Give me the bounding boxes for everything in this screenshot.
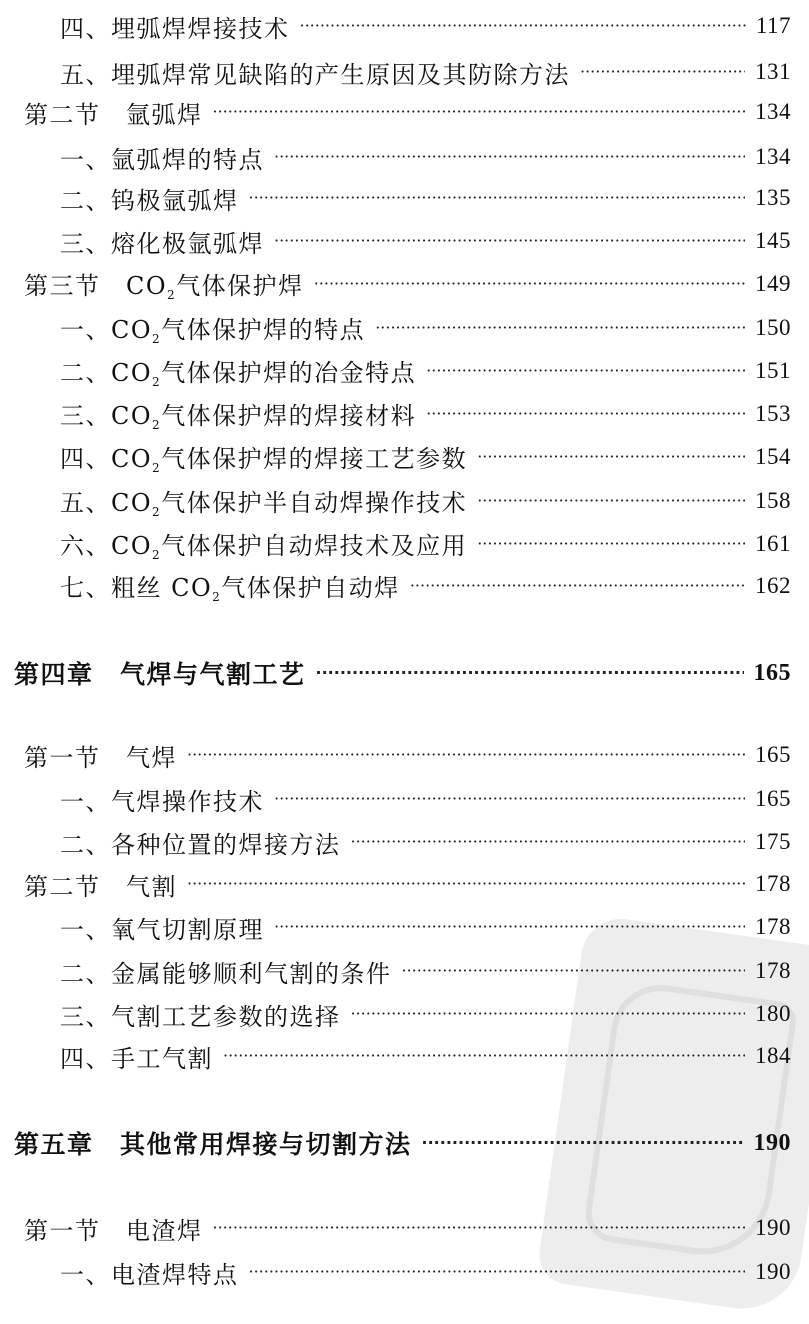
toc-entry[interactable] [60, 354, 791, 388]
toc-chapter-entry[interactable] [14, 1126, 791, 1160]
entry-title [60, 568, 400, 604]
dot-leader [351, 997, 746, 1031]
entry-page: 149 [755, 271, 791, 296]
subscript: 2 [152, 375, 162, 389]
toc-entry[interactable] [60, 55, 791, 89]
title-prefix: 二、CO [60, 359, 153, 387]
title-suffix: 气体保护焊的焊接工艺参数 [161, 445, 468, 473]
entry-title [24, 266, 304, 302]
dot-leader [351, 825, 746, 859]
toc-entry[interactable] [60, 9, 791, 43]
entry-page: 145 [755, 228, 791, 253]
entry-page: 151 [755, 358, 791, 383]
toc-section-entry[interactable] [24, 867, 791, 901]
toc-chapter-entry[interactable] [14, 656, 791, 690]
title-suffix: 气体保护焊的冶金特点 [161, 359, 417, 387]
toc-entry[interactable] [60, 440, 791, 474]
entry-title: 三、气割工艺参数的选择 [60, 1002, 341, 1031]
entry-page: 165 [755, 742, 791, 767]
toc-entry[interactable] [60, 954, 791, 988]
entry-title: 一、气焊操作技术 [60, 787, 264, 816]
toc-entry[interactable] [60, 782, 791, 816]
entry-title [60, 353, 416, 389]
title-prefix: 五、CO [60, 489, 153, 517]
entry-page: 190 [755, 1215, 791, 1240]
entry-page: 178 [755, 958, 791, 983]
entry-page: 190 [755, 1259, 791, 1284]
subscript: 2 [152, 505, 162, 519]
dot-leader [477, 440, 745, 474]
dot-leader [402, 954, 746, 988]
entry-title: 二、各种位置的焊接方法 [60, 830, 341, 859]
dot-leader [422, 1126, 744, 1160]
entry-title: 第四章 气焊与气割工艺 [14, 660, 306, 689]
toc-section-entry[interactable] [24, 738, 791, 772]
subscript: 2 [167, 288, 177, 302]
dot-leader [187, 867, 745, 901]
entry-title: 一、电渣焊特点 [60, 1260, 239, 1289]
entry-page: 153 [755, 401, 791, 426]
title-prefix: 第三节 CO [24, 272, 168, 300]
entry-title [60, 310, 365, 346]
title-suffix: 气体保护自动焊 [221, 574, 400, 602]
toc-entry[interactable] [60, 1255, 791, 1289]
dot-leader [274, 910, 745, 944]
entry-page: 150 [755, 315, 791, 340]
entry-page: 117 [755, 13, 791, 38]
entry-title [60, 526, 467, 562]
entry-title: 第一节 电渣焊 [24, 1216, 203, 1245]
title-suffix: 气体保护焊的焊接材料 [161, 402, 417, 430]
dot-leader [187, 738, 745, 772]
entry-title: 第一节 气焊 [24, 743, 177, 772]
toc-entry[interactable] [60, 997, 791, 1031]
toc-entry[interactable] [60, 181, 791, 215]
entry-title: 四、手工气割 [60, 1044, 213, 1073]
dot-leader [316, 656, 744, 690]
entry-page: 165 [753, 659, 791, 686]
entry-page: 161 [755, 531, 791, 556]
dot-leader [249, 1255, 746, 1289]
dot-leader [274, 140, 745, 174]
toc-section-entry[interactable] [24, 95, 791, 129]
dot-leader [375, 311, 745, 345]
title-prefix: 一、CO [60, 316, 153, 344]
entry-title: 五、埋弧焊常见缺陷的产生原因及其防除方法 [60, 60, 570, 89]
entry-page: 134 [755, 144, 791, 169]
toc-entry[interactable] [60, 397, 791, 431]
title-suffix: 气体保护焊的特点 [161, 316, 366, 344]
dot-leader [249, 181, 746, 215]
toc-entry[interactable] [60, 527, 791, 561]
entry-title: 二、金属能够顺利气割的条件 [60, 959, 392, 988]
entry-title: 第五章 其他常用焊接与切割方法 [14, 1130, 412, 1159]
entry-title [60, 439, 467, 475]
title-prefix: 七、粗丝 CO [60, 574, 213, 602]
entry-page: 175 [755, 829, 791, 854]
title-prefix: 四、CO [60, 445, 153, 473]
subscript: 2 [152, 548, 162, 562]
entry-title [60, 483, 467, 519]
subscript: 2 [152, 461, 162, 475]
toc-entry[interactable] [60, 484, 791, 518]
subscript: 2 [152, 332, 162, 346]
entry-page: 154 [755, 444, 791, 469]
toc-section-entry[interactable] [24, 1211, 791, 1245]
entry-title: 三、熔化极氩弧焊 [60, 229, 264, 258]
dot-leader [223, 1039, 745, 1073]
entry-page: 131 [755, 59, 791, 84]
toc-entry[interactable] [60, 311, 791, 345]
entry-title [60, 396, 416, 432]
title-prefix: 六、CO [60, 532, 153, 560]
entry-title: 一、氩弧焊的特点 [60, 145, 264, 174]
title-prefix: 三、CO [60, 402, 153, 430]
dot-leader [274, 224, 745, 258]
toc-entry[interactable] [60, 224, 791, 258]
toc-entry[interactable] [60, 825, 791, 859]
toc-entry[interactable] [60, 1039, 791, 1073]
dot-leader [213, 95, 746, 129]
dot-leader [410, 569, 745, 603]
toc-entry[interactable] [60, 140, 791, 174]
dot-leader [477, 484, 745, 518]
title-suffix: 气体保护半自动焊操作技术 [161, 489, 468, 517]
entry-page: 162 [755, 573, 791, 598]
entry-page: 180 [755, 1001, 791, 1026]
entry-title: 一、氧气切割原理 [60, 915, 264, 944]
entry-page: 135 [755, 185, 791, 210]
dot-leader [426, 354, 745, 388]
title-suffix: 气体保护焊 [176, 272, 304, 300]
entry-page: 190 [753, 1129, 791, 1156]
entry-title: 第二节 气割 [24, 872, 177, 901]
entry-page: 165 [755, 786, 791, 811]
entry-title: 第二节 氩弧焊 [24, 100, 203, 129]
subscript: 2 [152, 418, 162, 432]
entry-title: 四、埋弧焊焊接技术 [60, 14, 290, 43]
entry-title: 二、钨极氩弧焊 [60, 186, 239, 215]
dot-leader [300, 9, 746, 43]
toc-entry[interactable] [60, 910, 791, 944]
entry-page: 178 [755, 871, 791, 896]
dot-leader [426, 397, 745, 431]
dot-leader [274, 782, 745, 816]
subscript: 2 [212, 590, 222, 604]
entry-page: 134 [755, 99, 791, 124]
toc-section-entry[interactable] [24, 267, 791, 301]
title-suffix: 气体保护自动焊技术及应用 [161, 532, 468, 560]
dot-leader [477, 527, 745, 561]
entry-page: 178 [755, 914, 791, 939]
dot-leader [314, 267, 745, 301]
toc-entry[interactable] [60, 569, 791, 603]
entry-page: 158 [755, 488, 791, 513]
dot-leader [580, 55, 745, 89]
dot-leader [213, 1211, 746, 1245]
entry-page: 184 [755, 1043, 791, 1068]
